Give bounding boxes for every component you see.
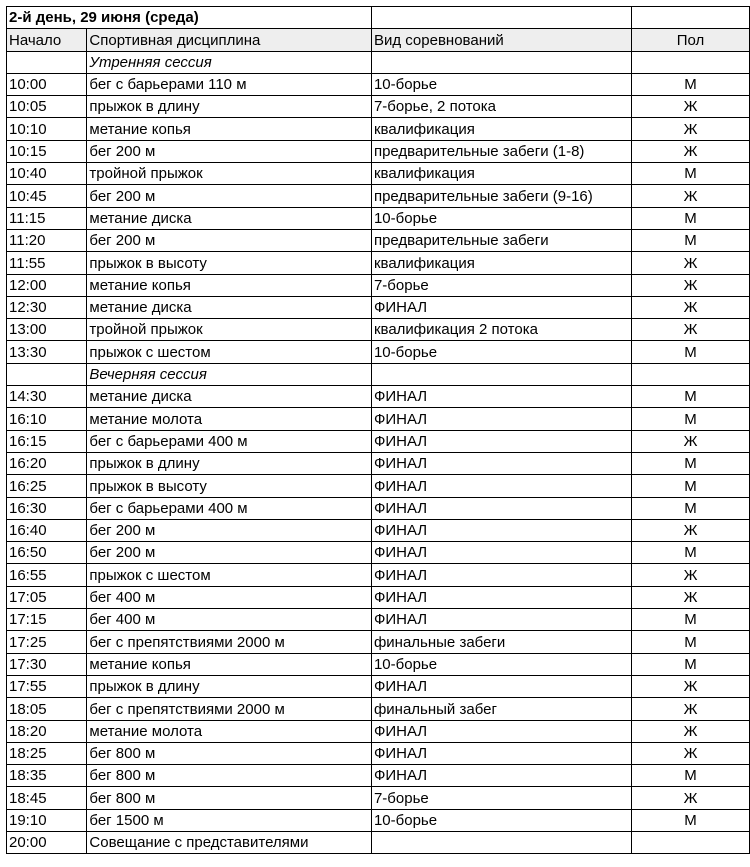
session-name: Утренняя сессия	[87, 51, 372, 73]
event-type: 10-борье	[371, 207, 631, 229]
session-empty-cell	[7, 51, 87, 73]
event-type: ФИНАЛ	[371, 675, 631, 697]
event-type: 7-борье, 2 потока	[371, 96, 631, 118]
event-discipline: прыжок с шестом	[87, 341, 372, 363]
schedule-title: 2-й день, 29 июня (среда)	[7, 7, 372, 29]
event-type: 10-борье	[371, 653, 631, 675]
event-discipline: метание диска	[87, 207, 372, 229]
event-discipline: бег 1500 м	[87, 809, 372, 831]
table-row	[7, 252, 750, 274]
event-discipline: бег с препятствиями 2000 м	[87, 698, 372, 720]
event-time: 16:40	[7, 519, 87, 541]
table-row	[7, 586, 750, 608]
session-empty-cell	[371, 51, 631, 73]
event-sex: М	[632, 497, 750, 519]
event-time: 18:05	[7, 698, 87, 720]
table-row	[7, 720, 750, 742]
event-discipline: метание молота	[87, 720, 372, 742]
event-sex: Ж	[632, 296, 750, 318]
event-time: 10:15	[7, 140, 87, 162]
table-row	[7, 742, 750, 764]
table-row	[7, 430, 750, 452]
event-type: ФИНАЛ	[371, 720, 631, 742]
event-sex: М	[632, 408, 750, 430]
event-type: предварительные забеги (1-8)	[371, 140, 631, 162]
event-time: 16:25	[7, 475, 87, 497]
table-row	[7, 386, 750, 408]
table-row	[7, 765, 750, 787]
table-row	[7, 296, 750, 318]
event-time: 18:45	[7, 787, 87, 809]
event-discipline: метание диска	[87, 296, 372, 318]
table-row	[7, 519, 750, 541]
event-discipline: бег 400 м	[87, 586, 372, 608]
event-discipline: тройной прыжок	[87, 163, 372, 185]
event-sex: Ж	[632, 118, 750, 140]
event-time: 17:25	[7, 631, 87, 653]
session-empty-cell	[371, 363, 631, 385]
table-row	[7, 698, 750, 720]
header-time: Начало	[7, 29, 87, 51]
event-discipline: метание копья	[87, 653, 372, 675]
event-sex: Ж	[632, 519, 750, 541]
event-discipline: прыжок в высоту	[87, 475, 372, 497]
event-time: 10:45	[7, 185, 87, 207]
event-type: ФИНАЛ	[371, 519, 631, 541]
table-row	[7, 787, 750, 809]
closing-time: 20:00	[7, 831, 87, 853]
table-row	[7, 118, 750, 140]
table-row	[7, 609, 750, 631]
header-discipline: Спортивная дисциплина	[87, 29, 372, 51]
event-time: 18:20	[7, 720, 87, 742]
event-type: ФИНАЛ	[371, 497, 631, 519]
event-sex: Ж	[632, 586, 750, 608]
event-discipline: метание диска	[87, 386, 372, 408]
event-type: 7-борье	[371, 787, 631, 809]
session-empty-cell	[632, 363, 750, 385]
table-row	[7, 73, 750, 95]
event-time: 18:35	[7, 765, 87, 787]
event-discipline: прыжок в длину	[87, 96, 372, 118]
event-discipline: бег 200 м	[87, 229, 372, 251]
event-time: 10:10	[7, 118, 87, 140]
event-discipline: бег 200 м	[87, 519, 372, 541]
event-time: 11:55	[7, 252, 87, 274]
event-time: 10:40	[7, 163, 87, 185]
event-type: предварительные забеги	[371, 229, 631, 251]
event-type: ФИНАЛ	[371, 586, 631, 608]
session-name: Вечерняя сессия	[87, 363, 372, 385]
event-type: ФИНАЛ	[371, 452, 631, 474]
event-type: 10-борье	[371, 73, 631, 95]
table-row	[7, 96, 750, 118]
schedule-table	[6, 6, 750, 854]
event-type: квалификация	[371, 252, 631, 274]
event-type: ФИНАЛ	[371, 609, 631, 631]
event-sex: Ж	[632, 675, 750, 697]
table-row	[7, 319, 750, 341]
session-row	[7, 363, 750, 385]
event-sex: Ж	[632, 140, 750, 162]
event-type: 7-борье	[371, 274, 631, 296]
event-sex: Ж	[632, 319, 750, 341]
event-time: 16:55	[7, 564, 87, 586]
table-row	[7, 653, 750, 675]
closing-row	[7, 831, 750, 853]
table-row	[7, 809, 750, 831]
event-sex: Ж	[632, 564, 750, 586]
event-discipline: бег 800 м	[87, 787, 372, 809]
header-sex: Пол	[632, 29, 750, 51]
event-time: 16:50	[7, 542, 87, 564]
event-sex: Ж	[632, 252, 750, 274]
event-type: ФИНАЛ	[371, 542, 631, 564]
event-type: ФИНАЛ	[371, 430, 631, 452]
header-type: Вид соревнований	[371, 29, 631, 51]
closing-discipline: Совещание с представителями	[87, 831, 372, 853]
event-sex: М	[632, 341, 750, 363]
title-empty-cell	[632, 7, 750, 29]
table-row	[7, 163, 750, 185]
event-type: квалификация	[371, 118, 631, 140]
session-empty-cell	[632, 51, 750, 73]
event-discipline: прыжок в высоту	[87, 252, 372, 274]
event-sex: Ж	[632, 787, 750, 809]
event-sex: Ж	[632, 185, 750, 207]
table-row	[7, 140, 750, 162]
event-time: 11:15	[7, 207, 87, 229]
event-time: 16:10	[7, 408, 87, 430]
event-time: 10:05	[7, 96, 87, 118]
event-discipline: бег 800 м	[87, 742, 372, 764]
event-time: 13:30	[7, 341, 87, 363]
event-sex: М	[632, 207, 750, 229]
title-row	[7, 7, 750, 29]
table-row	[7, 542, 750, 564]
table-row	[7, 675, 750, 697]
closing-type	[371, 831, 631, 853]
event-sex: М	[632, 163, 750, 185]
event-time: 10:00	[7, 73, 87, 95]
event-discipline: метание копья	[87, 274, 372, 296]
event-type: ФИНАЛ	[371, 296, 631, 318]
table-row	[7, 229, 750, 251]
event-discipline: бег с барьерами 400 м	[87, 430, 372, 452]
event-sex: Ж	[632, 96, 750, 118]
table-row	[7, 341, 750, 363]
table-row	[7, 452, 750, 474]
event-type: 10-борье	[371, 809, 631, 831]
event-type: ФИНАЛ	[371, 386, 631, 408]
event-discipline: прыжок в длину	[87, 675, 372, 697]
session-empty-cell	[7, 363, 87, 385]
event-time: 17:05	[7, 586, 87, 608]
event-type: квалификация	[371, 163, 631, 185]
event-sex: Ж	[632, 698, 750, 720]
event-type: ФИНАЛ	[371, 475, 631, 497]
table-row	[7, 475, 750, 497]
event-type: финальные забеги	[371, 631, 631, 653]
event-sex: М	[632, 609, 750, 631]
table-row	[7, 497, 750, 519]
event-time: 12:30	[7, 296, 87, 318]
table-row	[7, 274, 750, 296]
event-type: ФИНАЛ	[371, 408, 631, 430]
table-row	[7, 564, 750, 586]
event-sex: Ж	[632, 430, 750, 452]
event-time: 17:30	[7, 653, 87, 675]
event-time: 17:55	[7, 675, 87, 697]
event-time: 11:20	[7, 229, 87, 251]
closing-sex	[632, 831, 750, 853]
event-sex: М	[632, 809, 750, 831]
event-discipline: бег 200 м	[87, 140, 372, 162]
event-type: ФИНАЛ	[371, 564, 631, 586]
event-discipline: метание молота	[87, 408, 372, 430]
event-time: 12:00	[7, 274, 87, 296]
event-sex: М	[632, 765, 750, 787]
table-row	[7, 207, 750, 229]
event-sex: М	[632, 229, 750, 251]
event-sex: М	[632, 386, 750, 408]
event-discipline: бег с препятствиями 2000 м	[87, 631, 372, 653]
event-sex: М	[632, 631, 750, 653]
event-discipline: прыжок в длину	[87, 452, 372, 474]
event-discipline: метание копья	[87, 118, 372, 140]
event-time: 13:00	[7, 319, 87, 341]
event-type: квалификация 2 потока	[371, 319, 631, 341]
event-sex: М	[632, 73, 750, 95]
event-type: ФИНАЛ	[371, 765, 631, 787]
event-time: 16:30	[7, 497, 87, 519]
event-discipline: бег 800 м	[87, 765, 372, 787]
event-discipline: бег 200 м	[87, 185, 372, 207]
event-sex: Ж	[632, 274, 750, 296]
event-time: 19:10	[7, 809, 87, 831]
event-discipline: бег с барьерами 110 м	[87, 73, 372, 95]
event-discipline: бег с барьерами 400 м	[87, 497, 372, 519]
event-sex: М	[632, 452, 750, 474]
event-sex: М	[632, 653, 750, 675]
event-sex: М	[632, 475, 750, 497]
event-discipline: тройной прыжок	[87, 319, 372, 341]
schedule-body	[7, 7, 750, 854]
event-discipline: бег 200 м	[87, 542, 372, 564]
event-time: 18:25	[7, 742, 87, 764]
event-time: 14:30	[7, 386, 87, 408]
event-type: предварительные забеги (9-16)	[371, 185, 631, 207]
event-type: ФИНАЛ	[371, 742, 631, 764]
table-row	[7, 185, 750, 207]
event-sex: М	[632, 542, 750, 564]
table-row	[7, 631, 750, 653]
event-sex: Ж	[632, 720, 750, 742]
event-discipline: прыжок с шестом	[87, 564, 372, 586]
event-time: 16:15	[7, 430, 87, 452]
session-row	[7, 51, 750, 73]
event-sex: Ж	[632, 742, 750, 764]
table-row	[7, 408, 750, 430]
event-time: 17:15	[7, 609, 87, 631]
event-type: финальный забег	[371, 698, 631, 720]
event-type: 10-борье	[371, 341, 631, 363]
title-empty-cell	[371, 7, 631, 29]
header-row	[7, 29, 750, 51]
event-time: 16:20	[7, 452, 87, 474]
event-discipline: бег 400 м	[87, 609, 372, 631]
